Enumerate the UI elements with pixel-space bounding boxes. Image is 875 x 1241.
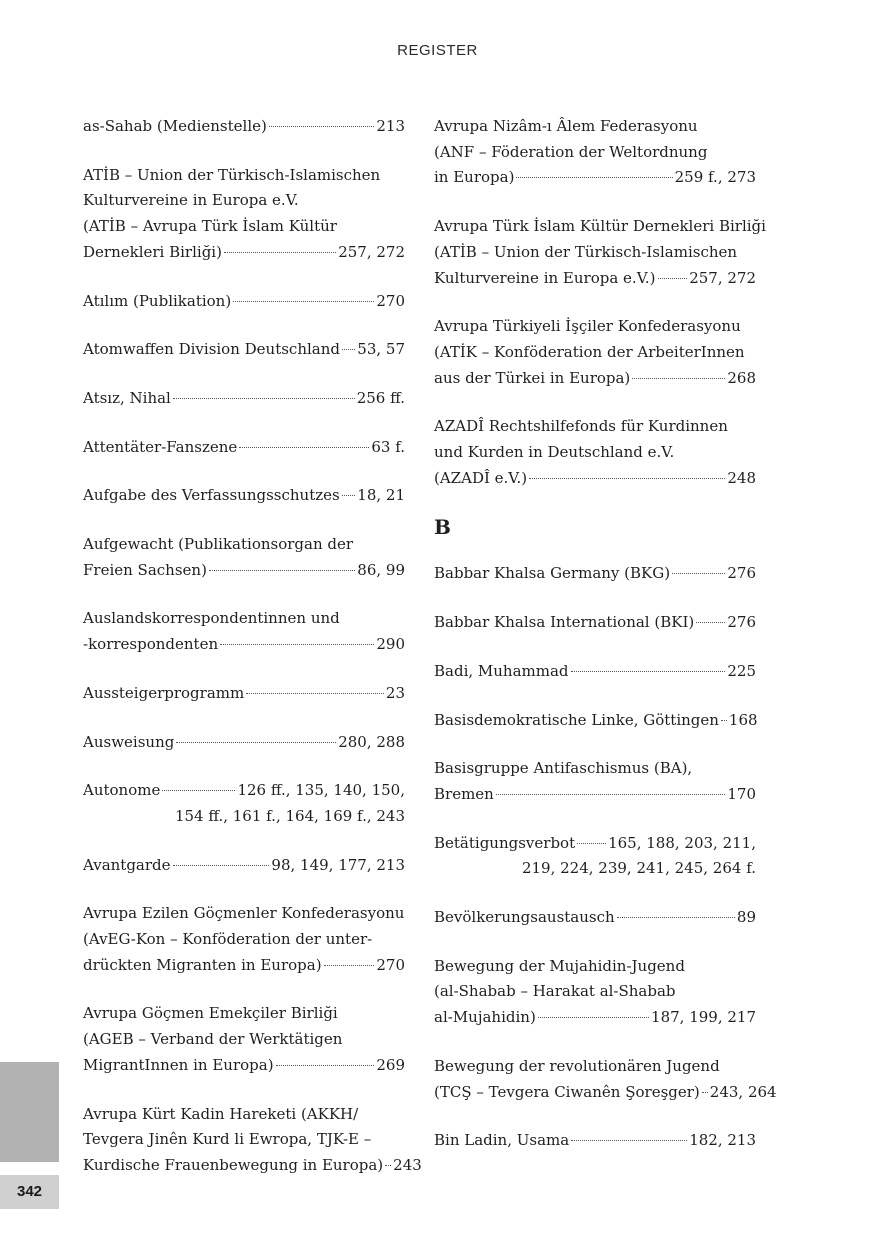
entry-line: Auslandskorrespondentinnen und (83, 609, 340, 628)
dot-leader (162, 790, 235, 791)
entry-term: (TCŞ – Tevgera Ciwanên Şoreşger) (434, 1082, 700, 1101)
entry-line: (al-Shabab – Harakat al-Shabab (434, 982, 676, 1001)
entry-pages: 257, 272 (338, 242, 405, 261)
entry-last-line (83, 1153, 422, 1179)
dot-leader (658, 278, 688, 279)
register-entry (83, 1001, 405, 1078)
entry-last-line (434, 366, 756, 392)
entry-pages: 290 (376, 635, 405, 654)
entry-last-line (83, 632, 405, 658)
dot-leader (632, 378, 725, 379)
register-entry (434, 414, 756, 491)
dot-leader (173, 398, 355, 399)
dot-leader (224, 252, 336, 253)
entry-last-line (434, 782, 756, 808)
entry-pages: 23 (385, 683, 405, 702)
dot-leader (496, 794, 726, 795)
entry-pages: 225 (727, 661, 756, 680)
register-entry (83, 114, 405, 140)
register-entry (83, 681, 405, 707)
entry-pages: 170 (727, 784, 756, 803)
entry-pages: 86, 99 (357, 560, 405, 579)
entry-last-line (83, 483, 405, 509)
entry-last-line (434, 610, 756, 636)
entry-pages: 270 (376, 291, 405, 310)
dot-leader (529, 478, 725, 479)
entry-pages: 53, 57 (357, 340, 405, 359)
entry-pages: 270 (376, 955, 405, 974)
entry-line: und Kurden in Deutschland e.V. (434, 443, 675, 462)
entry-pages-continued: 154 ff., 161 f., 164, 169 f., 243 (174, 806, 405, 825)
entry-pages: 187, 199, 217 (651, 1008, 756, 1027)
entry-term: Freien Sachsen) (83, 560, 207, 579)
entry-last-line (434, 165, 756, 191)
register-entry (83, 1102, 422, 1179)
dot-leader (617, 917, 735, 918)
entry-line: (ANF – Föderation der Weltordnung (434, 142, 708, 161)
entry-line: (AvEG-Kon – Konföderation der unter- (83, 930, 373, 949)
entry-pages: 243, 264 (709, 1082, 777, 1101)
dot-leader (538, 1017, 649, 1018)
entry-term: Aussteigerprogramm (83, 683, 245, 702)
dot-leader (571, 671, 726, 672)
entry-term: Babbar Khalsa International (BKI) (434, 613, 695, 632)
entry-last-line (83, 730, 405, 756)
entry-line: AZADÎ Rechtshilfefonds für Kurdinnen (434, 417, 728, 436)
entries-b-group (434, 561, 777, 1154)
register-entry (434, 905, 756, 931)
register-entry (83, 483, 405, 509)
entry-term: Bevölkerungsaustausch (434, 908, 615, 927)
entry-line: (ATİB – Union der Türkisch-Islamischen (434, 242, 738, 261)
entry-line: Avrupa Türkiyeli İşçiler Konfederasyonu (434, 317, 741, 336)
entry-last-line (434, 466, 756, 492)
entry-last-line (83, 114, 405, 140)
register-entry (83, 853, 405, 879)
entry-term: aus der Türkei in Europa) (434, 368, 631, 387)
register-entry (434, 708, 756, 734)
entry-last-line (83, 1053, 405, 1079)
entry-last-line (83, 558, 405, 584)
entry-pages: 276 (727, 564, 756, 583)
entry-pages: 269 (376, 1055, 405, 1074)
entry-pages: 213 (376, 117, 405, 135)
entry-pages: 98, 149, 177, 213 (271, 855, 405, 874)
entry-last-line (434, 831, 756, 857)
right-column (434, 114, 777, 1177)
dot-leader (173, 865, 270, 866)
entry-term: Kulturvereine in Europa e.V.) (434, 268, 656, 287)
register-entry (83, 778, 405, 829)
register-entry (434, 831, 756, 882)
dot-leader (220, 644, 374, 645)
dot-leader (342, 349, 355, 350)
entry-term: Basisdemokratische Linke, Göttingen (434, 710, 719, 729)
entry-last-line (434, 561, 756, 587)
entry-last-line (83, 681, 405, 707)
entry-pages: 89 (736, 908, 756, 927)
entry-term: Bin Ladin, Usama (434, 1131, 570, 1150)
entry-pages: 280, 288 (338, 732, 405, 751)
entry-pages: 18, 21 (357, 486, 405, 505)
entry-pages: 268 (727, 368, 756, 387)
entry-pages: 168 (728, 710, 758, 729)
dot-leader (176, 742, 336, 743)
entry-term: al-Mujahidin) (434, 1008, 536, 1027)
entry-term: MigrantInnen in Europa) (83, 1055, 274, 1074)
register-entry (83, 606, 405, 657)
entry-last-line (83, 289, 405, 315)
entry-line: Avrupa Ezilen Göçmenler Konfederasyonu (83, 904, 405, 923)
entry-term: -korrespondenten (83, 635, 219, 654)
entry-term: Ausweisung (83, 732, 175, 751)
entry-term: Attentäter-Fanszene (83, 437, 238, 456)
entry-term: Avantgarde (83, 855, 171, 874)
register-entry (434, 659, 756, 685)
entry-line: (ATİB – Avrupa Türk İslam Kültür (83, 217, 337, 236)
register-entry (434, 114, 756, 191)
section-letter: B (434, 515, 451, 540)
entry-term: in Europa) (434, 168, 515, 187)
entry-last-line (434, 708, 756, 734)
entry-pages-continued: 219, 224, 239, 241, 245, 264 f. (521, 859, 756, 878)
dot-leader (246, 693, 384, 694)
dot-leader (342, 495, 356, 496)
register-entry (83, 435, 405, 461)
entry-term: Badi, Muhammad (434, 661, 569, 680)
entry-line: Basisgruppe Antifaschismus (BA), (434, 759, 693, 778)
entry-pages: 256 ff. (356, 388, 405, 407)
page-number: 342 (0, 1175, 59, 1209)
register-entry (83, 532, 405, 583)
entry-pages: 182, 213 (689, 1131, 756, 1150)
entry-pages: 259 f., 273 (674, 168, 756, 187)
entry-term: Aufgabe des Verfassungsschutzes (83, 486, 340, 505)
entry-term: (AZADÎ e.V.) (434, 468, 528, 487)
entry-line: ATİB – Union der Türkisch-Islamischen (83, 165, 381, 184)
entry-last-line (434, 659, 756, 685)
entry-last-line (83, 240, 405, 266)
dot-leader (233, 301, 374, 302)
dot-leader (516, 177, 672, 178)
register-entry (83, 730, 405, 756)
entry-term: as-Sahab (Medienstelle) (83, 117, 267, 135)
dot-leader (702, 1092, 708, 1093)
entry-pages: 276 (727, 613, 756, 632)
entry-last-line (434, 266, 756, 292)
left-column (83, 114, 422, 1202)
dot-leader (577, 843, 606, 844)
entry-line: Tevgera Jinên Kurd li Ewropa, TJK-E – (83, 1130, 372, 1149)
dot-leader (672, 573, 725, 574)
dot-leader (721, 720, 727, 721)
register-entry (83, 337, 405, 363)
dot-leader (324, 965, 375, 966)
entry-last-line (83, 435, 405, 461)
register-entry (434, 1054, 777, 1105)
dot-leader (385, 1165, 391, 1166)
running-header: REGISTER (397, 42, 478, 59)
entry-last-line (83, 386, 405, 412)
dot-leader (209, 570, 355, 571)
entry-term: Dernekleri Birliği) (83, 242, 222, 261)
entry-last-line (434, 1128, 756, 1154)
register-entry (83, 289, 405, 315)
entry-line: Avrupa Göçmen Emekçiler Birliği (83, 1004, 338, 1023)
entry-pages: 257, 272 (689, 268, 756, 287)
register-entry (434, 561, 756, 587)
register-entry (83, 163, 405, 266)
entry-term: Kurdische Frauenbewegung in Europa) (83, 1155, 384, 1174)
entry-last-line (83, 337, 405, 363)
register-entry (83, 386, 405, 412)
entry-line: (ATİK – Konföderation der ArbeiterInnen (434, 342, 745, 361)
entry-last-line (434, 905, 756, 931)
register-entry (434, 756, 756, 807)
dot-leader (239, 447, 369, 448)
register-entry (434, 214, 766, 291)
entry-last-line (83, 853, 405, 879)
margin-tab (0, 1062, 59, 1162)
entry-pages: 243 (393, 1155, 422, 1174)
entry-term: Autonome (83, 781, 161, 800)
entry-term: Atsız, Nihal (83, 388, 171, 407)
entry-term: drückten Migranten in Europa) (83, 955, 322, 974)
entry-term: Bremen (434, 784, 494, 803)
entry-line: Avrupa Kürt Kadin Hareketi (AKKH/ (83, 1104, 359, 1123)
entry-pages: 165, 188, 203, 211, (608, 833, 756, 852)
dot-leader (696, 622, 725, 623)
entry-pages: 63 f. (371, 437, 405, 456)
register-entry (434, 610, 756, 636)
entry-line: Bewegung der revolutionären Jugend (434, 1056, 720, 1075)
entry-last-line (83, 778, 405, 804)
entry-pages: 126 ff., 135, 140, 150, (237, 781, 405, 800)
entry-line: (AGEB – Verband der Werktätigen (83, 1030, 343, 1049)
entry-line: Bewegung der Mujahidin-Jugend (434, 956, 685, 975)
register-entry (434, 314, 756, 391)
entry-term: Betätigungsverbot (434, 833, 576, 852)
register-entry (434, 1128, 756, 1154)
entries-a-group (434, 114, 766, 491)
dot-leader (269, 126, 375, 127)
register-entry (83, 901, 405, 978)
entry-term: Babbar Khalsa Germany (BKG) (434, 564, 671, 583)
entry-line: Kulturvereine in Europa e.V. (83, 191, 299, 210)
entry-line: Avrupa Nizâm-ı Âlem Federasyonu (434, 117, 698, 135)
entry-line: Avrupa Türk İslam Kültür Dernekleri Birliği (434, 217, 766, 236)
entry-pages: 248 (727, 468, 756, 487)
dot-leader (276, 1065, 375, 1066)
entry-last-line (434, 1080, 777, 1106)
entry-last-line (83, 953, 405, 979)
entry-last-line (434, 1005, 756, 1031)
entry-term: Atılım (Publikation) (83, 291, 232, 310)
register-entry (434, 954, 756, 1031)
dot-leader (571, 1140, 687, 1141)
entry-line: Aufgewacht (Publikationsorgan der (83, 535, 354, 554)
entry-term: Atomwaffen Division Deutschland (83, 340, 340, 359)
